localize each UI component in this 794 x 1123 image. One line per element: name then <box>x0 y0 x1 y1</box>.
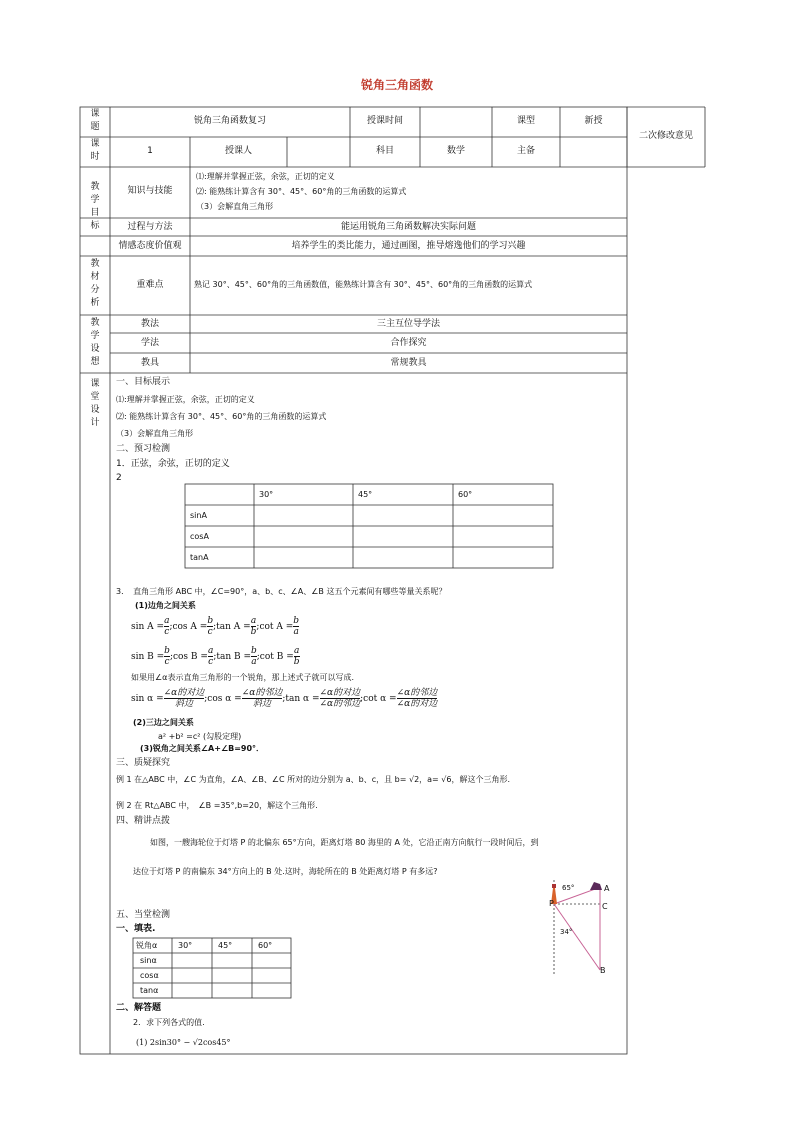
study-value: 合作探究 <box>390 338 427 348</box>
lesson-label: 课堂设计 <box>90 379 100 428</box>
example-2: 例 2 在 Rt△ABC 中， ∠B =35°,b=20，解这个三角形. <box>116 801 318 810</box>
subject-value: 数学 <box>446 146 465 156</box>
answer-expr: (1) 2sin30° − √2cos45° <box>136 1038 231 1047</box>
t2-h2: 45° <box>218 941 233 950</box>
knowledge-line-3: （3）会解直角三角形 <box>196 202 274 211</box>
problem-line-1: 如图，一艘海轮位于灯塔 P 的北偏东 65°方向，距离灯塔 80 海里的 A 处，它沿正南方向航行一段时间后，到 <box>150 838 539 847</box>
section-preview: 二、预习检测 <box>116 444 171 454</box>
t2-h3: 60° <box>258 941 273 950</box>
t1-h2: 45° <box>358 490 373 499</box>
pythagoras: a² +b² =c² (勾股定理) <box>158 732 242 741</box>
section-check: 五、当堂检测 <box>116 910 171 920</box>
example-1: 例 1 在△ABC 中，∠C 为直角，∠A、∠B、∠C 所对的边分别为 a、b、c，且 b= √2，a= √6，解这个三角形. <box>116 775 511 784</box>
formula-row-alpha: sin α = $\frac{\text{∠α的对边}}{\text{斜边}}$ ;cos α = $\frac{\text{∠α的邻边}}{\text{斜边}}$ ;tan α = $\frac{\text{∠α的对边}}{\text{∠α的邻边}}$ ;cot α = $\frac{\text{∠α的邻边}}{\text{∠α的对边}}$ <box>131 688 438 709</box>
problem-line-2: 达位于灯塔 P 的南偏东 34°方向上的 B 处.这时，海轮所在的 B 处距离灯塔 P 有多远? <box>133 867 438 876</box>
page-title: 锐角三角函数 <box>360 78 433 92</box>
fill-table-title: 一、填表. <box>116 924 156 934</box>
method-value: 三主互位导学法 <box>376 319 440 329</box>
formula-row-a: sin A = $\frac{a}{c}$ ;cos A = $\frac{b}{c}$ ;tan A = $\frac{a}{b}$ ;cot A = $\frac{b}{a}$ <box>131 616 300 637</box>
fig-label-a: A <box>604 884 610 893</box>
goal-line-1: ⑴:理解并掌握正弦，余弦，正切的定义 <box>116 395 255 404</box>
teacher-label: 授课人 <box>224 146 252 156</box>
answer-section: 二、解答题 <box>116 1003 162 1013</box>
t1-r1: sinA <box>190 511 207 520</box>
section-explain: 四、精讲点拨 <box>116 816 171 826</box>
process-label: 过程与方法 <box>127 222 173 232</box>
topic-label: 课题 <box>90 109 100 132</box>
hours-value: 1 <box>147 146 153 156</box>
t1-r3: tanA <box>190 553 209 562</box>
knowledge-line-1: ⑴:理解并掌握正弦，余弦，正切的定义 <box>196 172 335 181</box>
revision-label: 二次修改意见 <box>638 131 693 141</box>
tools-label: 教具 <box>140 358 159 368</box>
process-value: 能运用锐角三角函数解决实际问题 <box>340 222 476 232</box>
formula-row-b: sin B = $\frac{b}{c}$ ;cos B = $\frac{a}{c}$ ;tan B = $\frac{b}{a}$ ;cot B = $\frac{a}{b}$ <box>131 646 300 667</box>
fig-label-c: C <box>602 902 608 911</box>
study-label: 学法 <box>140 338 159 348</box>
tools-value: 常规教具 <box>390 358 427 368</box>
fig-angle-65: 65° <box>562 884 575 892</box>
goal-line-3: （3）会解直角三角形 <box>116 429 194 438</box>
t2-r3: tanα <box>140 986 159 995</box>
type-label: 课型 <box>516 116 535 126</box>
t1-r2: cosA <box>190 532 209 541</box>
question-3: 3． 直角三角形 ABC 中，∠C=90°，a、b、c、∠A、∠B 这五个元素间有哪些等量关系呢？ <box>116 587 447 596</box>
key-value: 熟记 30°、45°、60°角的三角函数值，能熟练计算含有 30°、45°、60°角的三角函数的运算式 <box>194 280 533 289</box>
knowledge-label: 知识与技能 <box>127 186 173 196</box>
emotion-label: 情感态度价值观 <box>118 241 182 251</box>
t2-r2: cosα <box>140 971 159 980</box>
key-label: 重难点 <box>136 280 164 290</box>
relation-angles: (3)锐角之间关系∠A+∠B=90°． <box>140 744 265 753</box>
time-label: 授课时间 <box>366 116 403 126</box>
prep-label: 主备 <box>516 146 535 156</box>
fig-label-b: B <box>600 966 606 975</box>
fig-angle-34: 34° <box>560 928 573 936</box>
alpha-note: 如果用∠α表示直角三角形的一个锐角，那上述式子就可以写成. <box>131 673 354 682</box>
knowledge-line-2: ⑵: 能熟练计算含有 30°、45°、60°角的三角函数的运算式 <box>196 187 407 196</box>
goals-label: 教学目标 <box>90 182 100 231</box>
analysis-label: 教材分析 <box>90 259 100 308</box>
relation-sides: (2)三边之间关系 <box>133 718 194 727</box>
relation-side-angle: (1)边角之间关系 <box>135 601 196 610</box>
t2-r1: sinα <box>140 956 157 965</box>
hours-label: 课时 <box>90 139 100 162</box>
method-label: 教法 <box>140 319 159 329</box>
preview-line-2: 2 <box>116 473 122 483</box>
t2-h1: 30° <box>178 941 193 950</box>
topic-value: 锐角三角函数复习 <box>193 116 266 126</box>
section-goals: 一、目标展示 <box>116 377 171 387</box>
subject-label: 科目 <box>375 146 394 156</box>
fig-label-p: P <box>549 899 554 908</box>
emotion-value: 培养学生的类比能力，通过画图，推导熔逸他们的学习兴趣 <box>291 241 526 251</box>
t1-h3: 60° <box>458 490 473 499</box>
section-inquiry: 三、质疑探究 <box>116 758 171 768</box>
goal-line-2: ⑵: 能熟练计算含有 30°、45°、60°角的三角函数的运算式 <box>116 412 327 421</box>
t1-h1: 30° <box>259 490 274 499</box>
preview-line-1: 1．正弦，余弦，正切的定义 <box>116 459 230 469</box>
answer-prompt: 2．求下列各式的值. <box>133 1018 205 1027</box>
type-value: 新授 <box>584 116 603 126</box>
design-label: 教学设想 <box>90 318 100 367</box>
t2-h0: 锐角α <box>136 941 158 950</box>
